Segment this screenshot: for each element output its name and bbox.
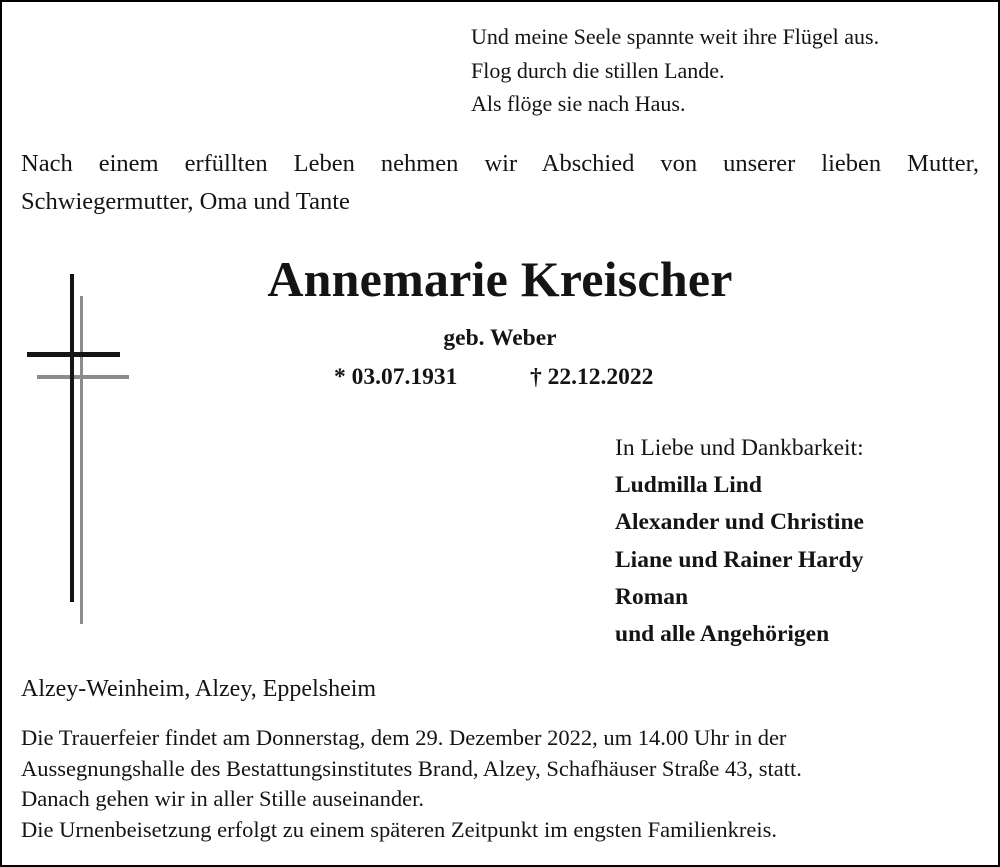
cross-vertical — [70, 274, 74, 602]
mourner-name: und alle Angehörigen — [615, 621, 830, 648]
mourner-name: Liane und Rainer Hardy — [615, 546, 864, 573]
service-line: Die Urnenbeisetzung erfolgt zu einem späteren Zeitpunkt im engsten Familienkreis. — [21, 816, 778, 842]
mourner-name: Ludmilla Lind — [615, 472, 762, 499]
service-info — [21, 723, 802, 845]
cross-horizontal — [27, 352, 120, 357]
places: Alzey-Weinheim, Alzey, Eppelsheim — [21, 676, 377, 702]
poem-line: Und meine Seele spannte weit ihre Flügel aus. — [471, 24, 880, 49]
poem — [471, 20, 879, 121]
poem-line: Flog durch die stillen Lande. — [471, 57, 725, 83]
mourners-header: In Liebe und Dankbarkeit: — [615, 435, 864, 461]
mourners-list — [615, 430, 864, 653]
death-date: † 22.12.2022 — [530, 364, 654, 390]
birth-date: * 03.07.1931 — [334, 364, 458, 390]
poem-line: Als flöge sie nach Haus. — [471, 91, 686, 116]
service-line: Die Trauerfeier findet am Donnerstag, dem 29. Dezember 2022, um 14.00 Uhr in der — [21, 725, 787, 750]
service-line: Aussegnungshalle des Bestattungsinstitutes Brand, Alzey, Schafhäuser Straße 43, statt. — [21, 755, 802, 781]
service-line: Danach gehen wir in aller Stille auseinander. — [21, 786, 424, 811]
maiden-name: geb. Weber — [443, 325, 557, 351]
cross-shadow-horizontal — [37, 375, 129, 379]
intro-line: Schwiegermutter, Oma und Tante — [21, 188, 350, 215]
deceased-name: Annemarie Kreischer — [267, 251, 733, 307]
intro-line: Nach einem erfüllten Leben nehmen wir Abschied von unserer lieben Mutter, — [21, 150, 979, 177]
intro-text — [21, 145, 979, 221]
mourner-name: Roman — [615, 583, 689, 610]
mourner-name: Alexander und Christine — [615, 509, 864, 536]
